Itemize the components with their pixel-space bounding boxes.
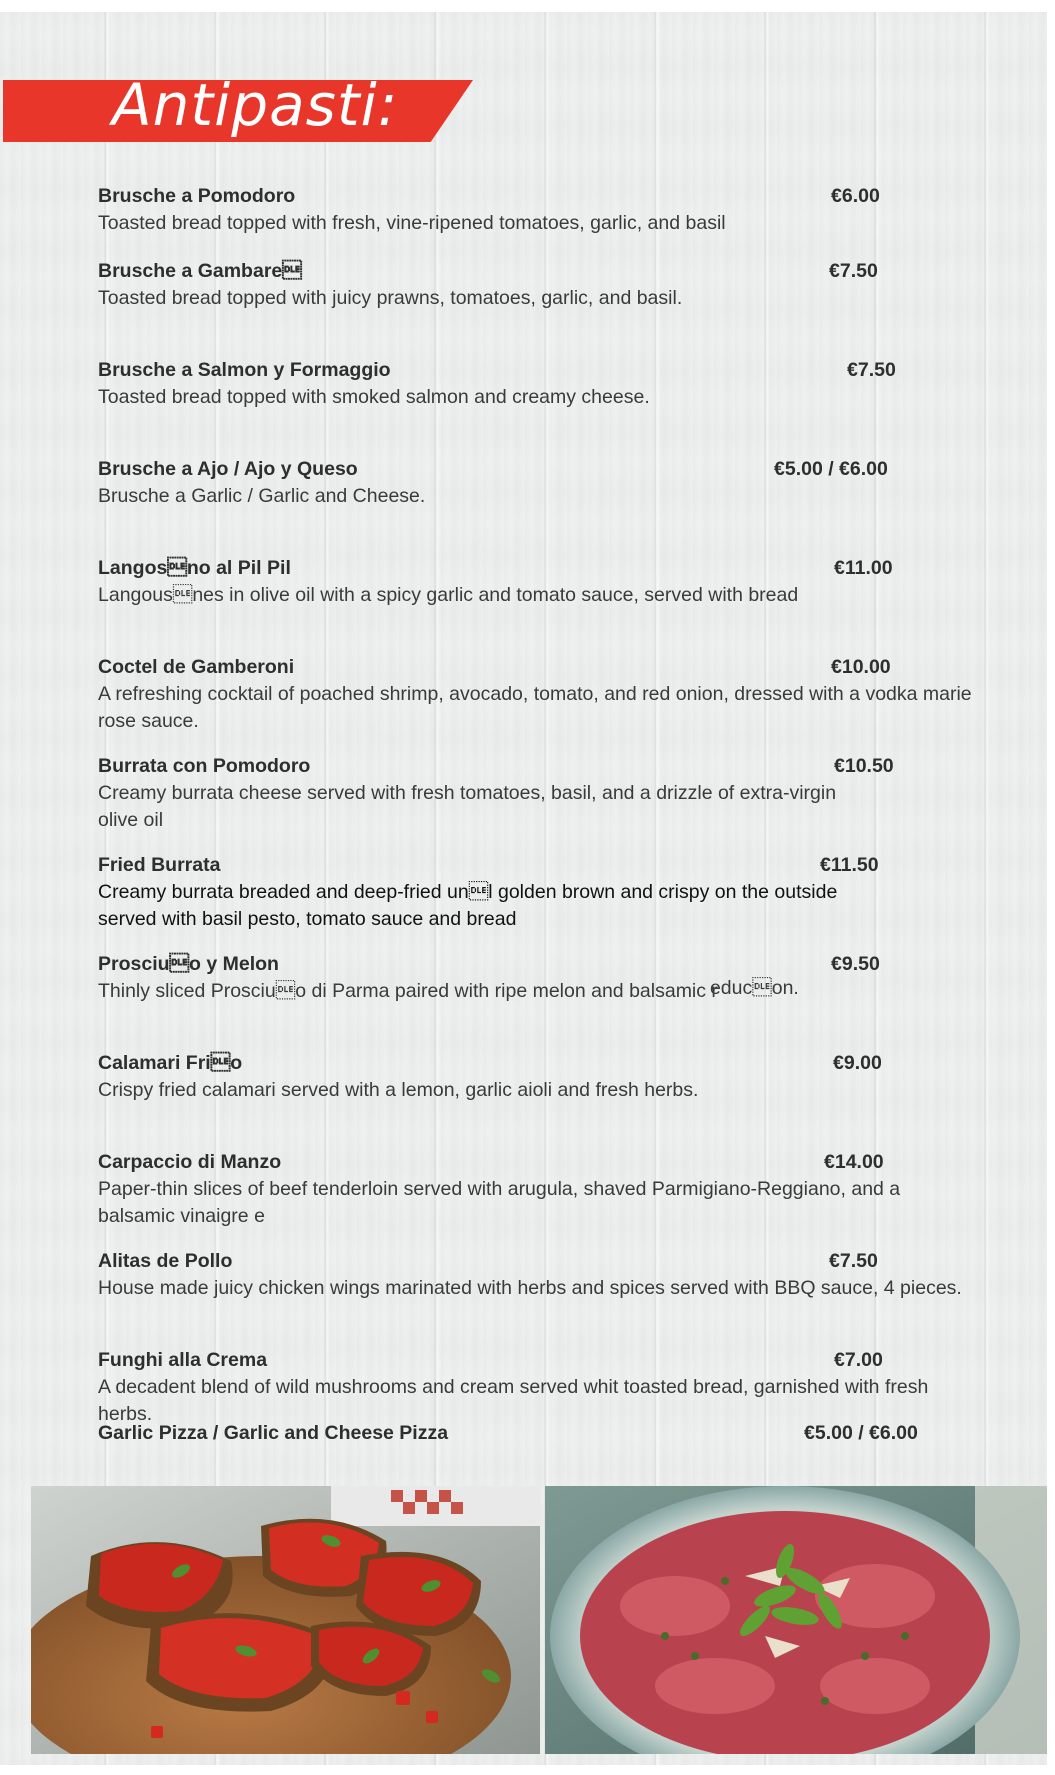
- item-price: €7.00: [834, 1349, 883, 1371]
- item-price: €14.00: [824, 1151, 884, 1173]
- item-name: Calamari Frio: [98, 1052, 243, 1074]
- page-border-bottom: [0, 1765, 1055, 1775]
- item-description: Creamy burrata breaded and deep-fried unl golden brown and crispy on the outside served with basil pesto, tomato sauce and bread: [98, 881, 838, 930]
- item-price: €9.00: [833, 1052, 882, 1074]
- item-price: €11.50: [820, 854, 879, 876]
- item-name: Alitas de Pollo: [98, 1250, 233, 1272]
- menu-item: [98, 1420, 978, 1447]
- item-description: Toasted bread topped with smoked salmon and creamy cheese.: [98, 386, 650, 408]
- item-name: Brusche a Salmon y Formaggio: [98, 359, 391, 381]
- item-description: A decadent blend of wild mushrooms and cream served whit toasted bread, garnished with fresh herbs.: [98, 1376, 929, 1425]
- item-description: Crispy fried calamari served with a lemon, garlic aioli and fresh herbs.: [98, 1079, 699, 1101]
- item-name: Brusche a Gambare: [98, 260, 302, 282]
- menu-item: [98, 1248, 978, 1302]
- item-description: Toasted bread topped with juicy prawns, tomatoes, garlic, and basil.: [98, 287, 683, 309]
- item-description: House made juicy chicken wings marinated with herbs and spices served with BBQ sauce, 4 pieces.: [98, 1277, 962, 1299]
- item-name: Langosno al Pil Pil: [98, 557, 291, 579]
- item-price: €5.00 / €6.00: [804, 1422, 918, 1444]
- menu-item: [98, 951, 978, 1005]
- item-price: €11.00: [834, 557, 893, 579]
- menu-item: [98, 654, 978, 735]
- item-price: €6.00: [831, 185, 880, 207]
- menu-item: [98, 1050, 978, 1104]
- bruschetta-photo: [31, 1486, 540, 1754]
- item-name: Garlic Pizza / Garlic and Cheese Pizza: [98, 1422, 449, 1444]
- carpaccio-photo: [545, 1486, 1047, 1754]
- menu-item: [98, 555, 978, 609]
- item-description: Brusche a Garlic / Garlic and Cheese.: [98, 485, 426, 507]
- menu-item: [98, 456, 978, 510]
- item-description-tail: educon.: [709, 977, 799, 999]
- item-name: Brusche a Ajo / Ajo y Queso: [98, 458, 358, 480]
- menu-item: [98, 183, 978, 237]
- section-title: Antipasti:: [112, 71, 399, 139]
- item-price: €7.50: [847, 359, 896, 381]
- item-name: Burrata con Pomodoro: [98, 755, 311, 777]
- item-name: Carpaccio di Manzo: [98, 1151, 282, 1173]
- item-description: Paper-thin slices of beef tenderloin served with arugula, shaved Parmigiano-Reggiano, and a balsamic vinaigre e: [98, 1178, 901, 1227]
- item-description: Langousnes in olive oil with a spicy garlic and tomato sauce, served with bread: [98, 584, 799, 606]
- item-price: €5.00 / €6.00: [774, 458, 888, 480]
- menu-item: [98, 258, 978, 312]
- item-name: Brusche a Pomodoro: [98, 185, 296, 207]
- item-description: Creamy burrata cheese served with fresh tomatoes, basil, and a drizzle of extra-virgin olive oil: [98, 782, 837, 831]
- item-name: Prosciuo y Melon: [98, 953, 279, 975]
- item-description: A refreshing cocktail of poached shrimp, avocado, tomato, and red onion, dressed with a vodka marie rose sauce.: [98, 683, 972, 732]
- menu-item: [98, 357, 978, 411]
- menu-item: [98, 753, 894, 834]
- item-description: Toasted bread topped with fresh, vine-ripened tomatoes, garlic, and basil: [98, 212, 726, 234]
- item-name: Coctel de Gamberoni: [98, 656, 295, 678]
- item-price: €7.50: [829, 260, 878, 282]
- menu-item: [98, 1347, 978, 1428]
- item-name: Funghi alla Crema: [98, 1349, 268, 1371]
- menu-item: [98, 852, 879, 933]
- item-name: Fried Burrata: [98, 854, 221, 876]
- item-description-main: Thinly sliced Prosciuo di Parma paired with ripe melon and balsamic r: [98, 980, 718, 1002]
- menu-item: [98, 1149, 978, 1230]
- item-price: €10.50: [834, 755, 894, 777]
- item-price: €9.50: [831, 953, 880, 975]
- item-price: €10.00: [831, 656, 891, 678]
- page-border-top: [0, 0, 1055, 12]
- item-description: [98, 978, 978, 1005]
- page-border-right: [1047, 0, 1055, 1775]
- item-price: €7.50: [829, 1250, 878, 1272]
